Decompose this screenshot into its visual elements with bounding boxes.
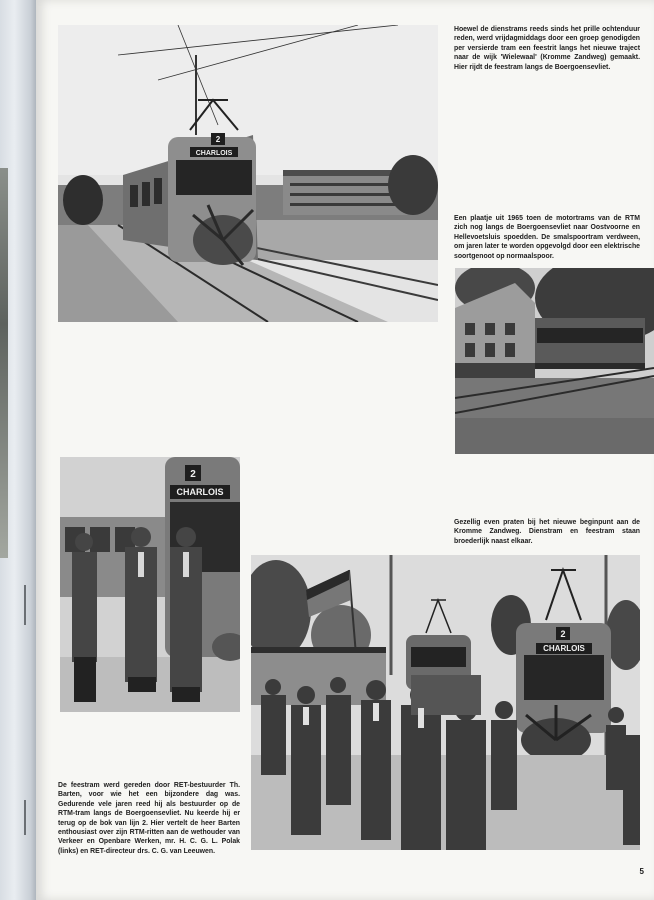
photo-festive-tram — [58, 25, 438, 322]
photo-crowd-two-trams — [251, 555, 640, 850]
photo-driver-conversation — [60, 457, 240, 712]
spine-mark — [24, 800, 26, 835]
spine-mark — [24, 585, 26, 625]
tram-route-number: 2 — [215, 135, 221, 144]
tram-route-number: 2 — [190, 469, 196, 480]
book-spine — [0, 0, 36, 900]
tram-destination-sign: CHARLOIS — [543, 644, 585, 653]
page-number: 5 — [639, 867, 644, 876]
caption-kromme-zandweg: Gezellig even praten bij het nieuwe beginpunt aan de Kromme Zandweg. Dienstram en feestram staan broederlijk naast elkaar. — [454, 519, 640, 545]
tram-destination-sign: CHARLOIS — [176, 487, 224, 497]
caption-festive-ride: Hoewel de dienstrams reeds sinds het prille ochtenduur reden, werd vrijdagmiddags door een groep genodigden per versierde tram een feestrit langs het nieuwe traject naar de wijk 'Wielewaal' (Kromme Zandweg) gemaakt. Hier rijdt de feestram langs de Boergoensevliet. — [454, 26, 640, 71]
photo-rtm-motortram-1965 — [455, 268, 654, 454]
caption-driver-barten: De feestram werd gereden door RET-bestuurder Th. Barten, voor wie het een bijzondere dag was. Gedurende vele jaren reed hij als bestuurder op de RTM-tram langs de Boergoensevliet. Nu keerde hij er terug op de bok van lijn 2. Hier vertelt de heer Barten enthousiast over zijn RTM-ritten aan de wethouder van Verkeer en Openbare Werken, mr. H. C. G. L. Polak (links) en RET-directeur drs. C. G. van Leeuwen. — [58, 782, 240, 855]
previous-page-edge — [0, 168, 8, 558]
tram-destination-sign: CHARLOIS — [195, 150, 233, 157]
tram-route-number: 2 — [560, 629, 566, 639]
magazine-page — [36, 0, 654, 900]
caption-rtm-1965: Een plaatje uit 1965 toen de motortrams van de RTM zich nog langs de Boergoensevliet naar Oostvoorne en Hellevoetsluis spoedden. De smalspoortram verdween, om jaren later te worden opgevolgd door een elektrische soortgenoot op normaalspoor. — [454, 215, 640, 260]
